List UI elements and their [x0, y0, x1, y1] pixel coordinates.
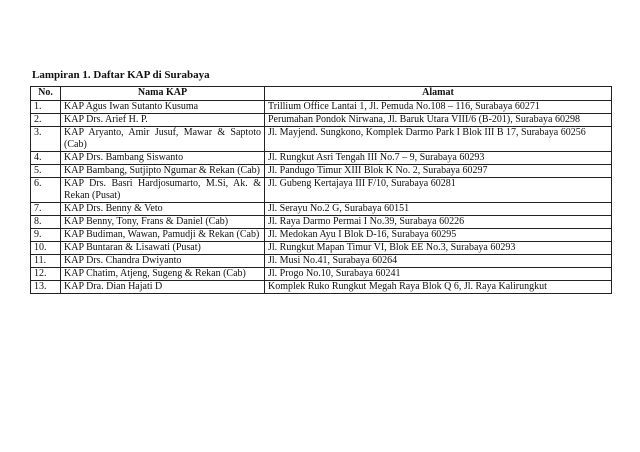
table-row [31, 242, 612, 255]
table-header [31, 87, 612, 101]
kap-address: Jl. Raya Darmo Permai I No.39, Surabaya 60226 [265, 216, 612, 229]
document-title: Lampiran 1. Daftar KAP di Surabaya [32, 69, 210, 81]
kap-address: Jl. Mayjend. Sungkono, Komplek Darmo Park I Blok III B 17, Surabaya 60256 [265, 127, 612, 152]
table-row [31, 229, 612, 242]
table-row [31, 216, 612, 229]
row-number: 7. [31, 203, 61, 216]
kap-address: Jl. Gubeng Kertajaya III F/10, Surabaya 60281 [265, 178, 612, 203]
table-body [31, 101, 612, 294]
row-number: 3. [31, 127, 61, 152]
row-number: 4. [31, 152, 61, 165]
kap-address: Jl. Rungkut Asri Tengah III No.7 – 9, Surabaya 60293 [265, 152, 612, 165]
kap-name: KAP Drs. Bambang Siswanto [61, 152, 265, 165]
header-no: No. [31, 87, 61, 101]
table-row [31, 268, 612, 281]
row-number: 1. [31, 101, 61, 114]
row-number: 12. [31, 268, 61, 281]
kap-address: Komplek Ruko Rungkut Megah Raya Blok Q 6, Jl. Raya Kalirungkut [265, 281, 612, 294]
kap-address: Jl. Musi No.41, Surabaya 60264 [265, 255, 612, 268]
row-number: 13. [31, 281, 61, 294]
kap-name: KAP Drs. Basri Hardjosumarto, M.Si, Ak. & Rekan (Pusat) [61, 178, 265, 203]
table-row [31, 101, 612, 114]
row-number: 6. [31, 178, 61, 203]
table-row [31, 152, 612, 165]
kap-address: Perumahan Pondok Nirwana, Jl. Baruk Utara VIII/6 (B-201), Surabaya 60298 [265, 114, 612, 127]
kap-address: Jl. Rungkut Mapan Timur VI, Blok EE No.3, Surabaya 60293 [265, 242, 612, 255]
table-row [31, 127, 612, 152]
kap-address: Trillium Office Lantai 1, Jl. Pemuda No.108 – 116, Surabaya 60271 [265, 101, 612, 114]
kap-name: KAP Agus Iwan Sutanto Kusuma [61, 101, 265, 114]
table-row [31, 114, 612, 127]
table-row [31, 165, 612, 178]
table-row [31, 203, 612, 216]
kap-address: Jl. Serayu No.2 G, Surabaya 60151 [265, 203, 612, 216]
row-number: 5. [31, 165, 61, 178]
kap-name: KAP Drs. Arief H. P. [61, 114, 265, 127]
header-address: Alamat [265, 87, 612, 101]
kap-address: Jl. Progo No.10, Surabaya 60241 [265, 268, 612, 281]
kap-name: KAP Buntaran & Lisawati (Pusat) [61, 242, 265, 255]
kap-name: KAP Chatim, Atjeng, Sugeng & Rekan (Cab) [61, 268, 265, 281]
kap-name: KAP Aryanto, Amir Jusuf, Mawar & Saptoto (Cab) [61, 127, 265, 152]
header-row [31, 87, 612, 101]
kap-name: KAP Bambang, Sutjipto Ngumar & Rekan (Cab) [61, 165, 265, 178]
row-number: 9. [31, 229, 61, 242]
kap-name: KAP Dra. Dian Hajati D [61, 281, 265, 294]
kap-name: KAP Drs. Chandra Dwiyanto [61, 255, 265, 268]
kap-name: KAP Benny, Tony, Frans & Daniel (Cab) [61, 216, 265, 229]
header-name: Nama KAP [61, 87, 265, 101]
table-row [31, 281, 612, 294]
row-number: 8. [31, 216, 61, 229]
row-number: 11. [31, 255, 61, 268]
kap-name: KAP Drs. Benny & Veto [61, 203, 265, 216]
kap-name: KAP Budiman, Wawan, Pamudji & Rekan (Cab) [61, 229, 265, 242]
kap-table [30, 86, 612, 294]
row-number: 2. [31, 114, 61, 127]
table-row [31, 178, 612, 203]
kap-address: Jl. Medokan Ayu I Blok D-16, Surabaya 60295 [265, 229, 612, 242]
row-number: 10. [31, 242, 61, 255]
kap-address: Jl. Pandugo Timur XIII Blok K No. 2, Surabaya 60297 [265, 165, 612, 178]
table-row [31, 255, 612, 268]
